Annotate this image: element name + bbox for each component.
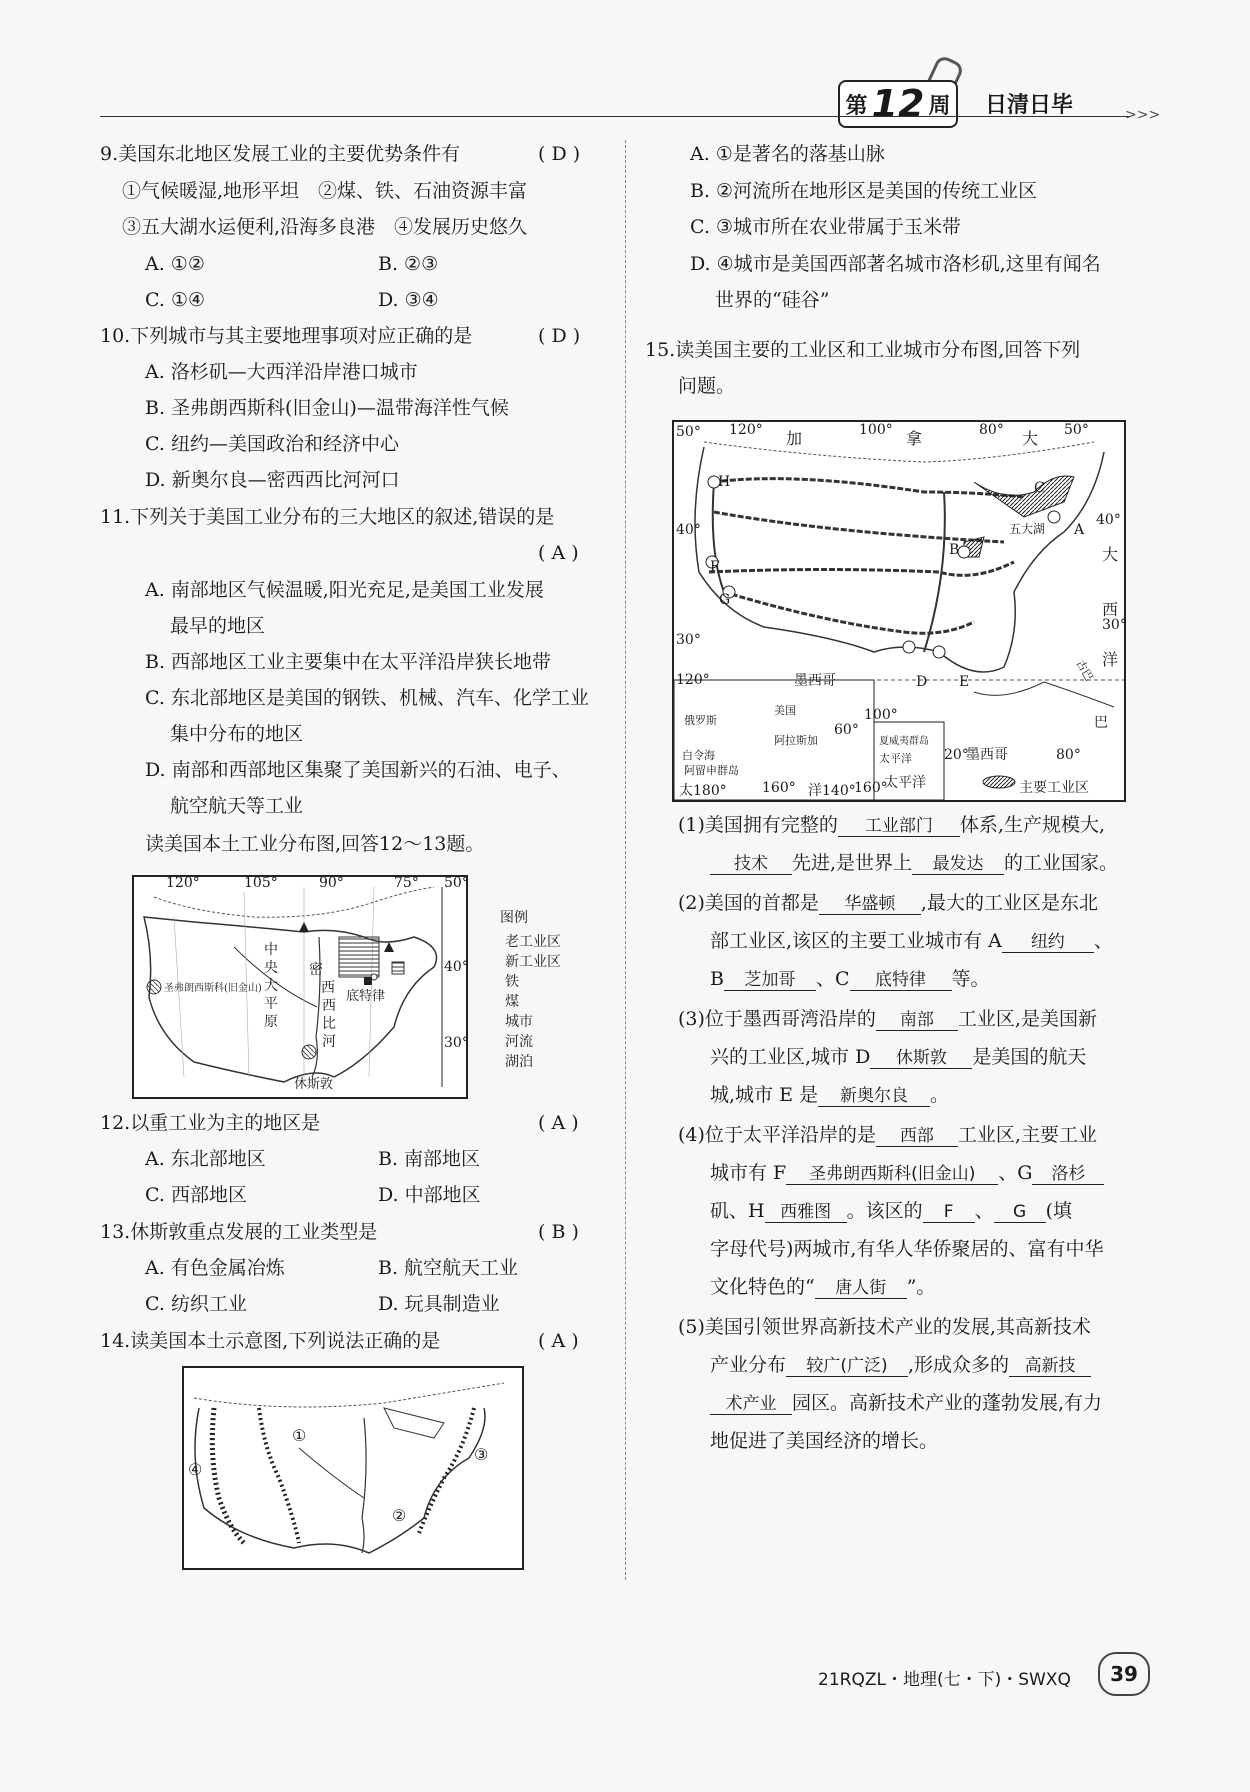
- us-terrain-map-drawing: [184, 1368, 522, 1568]
- text: 工业区,是美国新: [957, 1008, 1097, 1030]
- answer-blank: 术产业: [710, 1394, 792, 1415]
- map3-top-label: 拿: [906, 429, 923, 448]
- text: 、G: [998, 1162, 1033, 1184]
- text: (1)美国拥有完整的: [678, 814, 838, 836]
- text: 先进,是世界上: [792, 852, 913, 874]
- answer-blank: 技术: [710, 854, 792, 875]
- answer-blank: 南部: [876, 1010, 958, 1031]
- map1-legend-item: 河流: [505, 1034, 533, 1050]
- city-H: H: [718, 474, 731, 490]
- intro-12-13: 读美国本土工业分布图,回答12～13题。: [145, 833, 485, 855]
- column-divider: [625, 140, 626, 1580]
- city-G: G: [719, 592, 731, 608]
- city-C: C: [1034, 480, 1045, 496]
- map1-label: 大: [264, 978, 278, 994]
- q12-option-b: B. 南部地区: [378, 1148, 481, 1170]
- q9-line: ③五大湖水运便利,沿海多良港 ④发展历史悠久: [122, 216, 528, 238]
- map1-city-detroit: 底特律: [346, 989, 386, 1004]
- text: 。: [930, 1084, 950, 1106]
- q15-p2-line1: [678, 892, 1098, 915]
- q14-option: D. ④城市是美国西部著名城市洛杉矶,这里有闻名: [690, 253, 1101, 275]
- q10-option: C. 纽约—美国政治和经济中心: [145, 433, 399, 455]
- q13-option-c: C. 纺织工业: [145, 1293, 247, 1315]
- q12-option-a: A. 东北部地区: [145, 1148, 266, 1170]
- text: 的工业国家。: [1004, 852, 1119, 874]
- q15-p5-line1: (5)美国引领世界高新技术产业的发展,其高新技术: [678, 1316, 1091, 1338]
- q11-line: 集中分布的地区: [170, 723, 304, 745]
- map1-label: 原: [264, 1014, 278, 1030]
- map1-legend-item: 新工业区: [505, 954, 561, 970]
- answer-blank: 洛杉: [1032, 1164, 1104, 1185]
- q15-p5-line2: [710, 1354, 1091, 1377]
- map1-lon: 120°: [166, 875, 200, 891]
- q13-option-a: A. 有色金属冶炼: [145, 1257, 285, 1279]
- text: 城市有 F: [710, 1162, 787, 1184]
- us-industrial-regions-map: [672, 420, 1126, 802]
- map3-top-label: 大: [1022, 429, 1039, 448]
- inset-label: 阿留申群岛: [684, 764, 739, 777]
- text: 等。: [951, 968, 990, 990]
- q15-p3-line1: [678, 1008, 1097, 1031]
- map3-bottom-label: 160°: [854, 780, 888, 796]
- map3-bottom-label: 洋140°: [808, 783, 856, 799]
- answer-blank: 工业部门: [838, 816, 960, 837]
- text: 产业分布: [710, 1354, 787, 1376]
- map1-city-sf: 圣弗朗西斯科(旧金山): [164, 983, 262, 994]
- text: 园区。高新技术产业的蓬勃发展,有力: [792, 1392, 1103, 1414]
- text: 兴的工业区,城市 D: [710, 1046, 871, 1068]
- text: 。该区的: [846, 1200, 923, 1222]
- answer-blank: G: [994, 1202, 1046, 1223]
- q15-p3-line2: [710, 1046, 1086, 1069]
- footer-code: 21RQZL・地理(七・下)・SWXQ: [818, 1670, 1071, 1690]
- map3-top-label: 加: [786, 429, 803, 448]
- text: (2)美国的首都是: [678, 892, 819, 914]
- q12-stem: 12.以重工业为主的地区是: [100, 1112, 321, 1134]
- q15-p2-line2: [710, 930, 1113, 953]
- map3-label: 西: [1102, 600, 1119, 619]
- q9-option-b: B. ②③: [378, 253, 439, 275]
- text: (3)位于墨西哥湾沿岸的: [678, 1008, 876, 1030]
- inset-label: 阿拉斯加: [774, 734, 818, 747]
- q9-option-d: D. ③④: [378, 289, 439, 311]
- q15-p3-line3: [710, 1084, 949, 1107]
- us-terrain-map: [182, 1366, 524, 1570]
- q11-line: C. 东北部地区是美国的钢铁、机械、汽车、化学工业: [145, 687, 589, 709]
- week-number: 12: [871, 82, 925, 126]
- marker-3: ③: [474, 1445, 489, 1464]
- marker-4: ④: [188, 1460, 203, 1479]
- q9-stem: 9.美国东北地区发展工业的主要优势条件有: [100, 143, 461, 165]
- q14-option: B. ②河流所在地形区是美国的传统工业区: [690, 180, 1038, 202]
- map3-label: 五大湖: [1009, 522, 1046, 536]
- map1-lat: 40°: [444, 959, 469, 975]
- map3-label: 洋: [1102, 650, 1119, 669]
- answer-blank: 芝加哥: [724, 970, 816, 991]
- map1-label: 河: [322, 1034, 336, 1050]
- map1-lon: 105°: [244, 875, 278, 891]
- answer-blank: F: [923, 1202, 975, 1223]
- map1-lon: 50°: [444, 875, 469, 891]
- q15-p4-line3: [710, 1200, 1072, 1223]
- q9-answer: ( D ): [538, 143, 581, 165]
- answer-blank: 纽约: [1002, 932, 1094, 953]
- q14-option: A. ①是著名的落基山脉: [690, 143, 885, 165]
- map3-lat: 30°: [1102, 617, 1127, 633]
- map3-top-label: 120°: [729, 422, 763, 438]
- map3-top-label: 50°: [676, 424, 701, 440]
- map1-label: 中: [264, 942, 278, 958]
- answer-blank: 华盛顿: [819, 894, 921, 915]
- map3-bottom-label: 60°: [834, 722, 859, 738]
- q15-p4-line1: [678, 1124, 1097, 1147]
- q11-line: A. 南部地区气候温暖,阳光充足,是美国工业发展: [145, 579, 544, 601]
- text: B: [710, 968, 724, 990]
- map3-label: 太平洋: [884, 775, 926, 791]
- marker-2: ②: [392, 1506, 407, 1525]
- map1-city-houston: 休斯敦: [294, 1077, 334, 1092]
- answer-blank: 最发达: [912, 854, 1004, 875]
- answer-blank: 休斯敦: [870, 1048, 972, 1069]
- map3-legend: 主要工业区: [1019, 780, 1089, 796]
- inset-label: 美国: [774, 704, 796, 717]
- map1-label: 西: [321, 980, 335, 996]
- inset-label: 夏威夷群岛: [879, 736, 929, 747]
- marker-1: ①: [292, 1426, 307, 1445]
- q9-option-a: A. ①②: [145, 253, 205, 275]
- map1-label: 平: [264, 996, 278, 1012]
- text: 工业区,主要工业: [957, 1124, 1097, 1146]
- q13-stem: 13.休斯敦重点发展的工业类型是: [100, 1221, 378, 1243]
- inset-label: 白令海: [682, 749, 715, 762]
- answer-blank: 唐人街: [815, 1278, 907, 1299]
- map1-legend-title: 图例: [500, 910, 528, 926]
- map3-lat: 40°: [1096, 512, 1121, 528]
- city-D: D: [916, 674, 928, 690]
- week-prefix: 第: [845, 93, 868, 119]
- map3-label: 墨西哥: [966, 747, 1008, 763]
- map3-lat: 30°: [676, 632, 701, 648]
- q11-line: 航空航天等工业: [170, 795, 304, 817]
- map3-top-label: 50°: [1064, 422, 1089, 438]
- q10-option: D. 新奥尔良—密西西比河河口: [145, 469, 400, 491]
- q15-stem-cont: 问题。: [678, 375, 736, 397]
- text: 、H: [729, 1200, 765, 1222]
- week-badge: [838, 80, 958, 128]
- q12-option-c: C. 西部地区: [145, 1184, 247, 1206]
- map3-bottom-label: 120°: [676, 672, 710, 688]
- answer-blank: 底特律: [850, 970, 952, 991]
- q13-option-b: B. 航空航天工业: [378, 1257, 519, 1279]
- q10-stem: 10.下列城市与其主要地理事项对应正确的是: [100, 325, 473, 347]
- q15-p4-line2: [710, 1162, 1104, 1185]
- text: ,形成众多的: [908, 1354, 1010, 1376]
- map1-legend-item: 城市: [505, 1014, 533, 1030]
- q15-p2-line3: [710, 968, 990, 991]
- header-arrows: >>>: [1125, 107, 1161, 123]
- map3-bottom-label: 太180°: [679, 783, 727, 799]
- daily-title: 日清日毕: [985, 93, 1074, 118]
- answer-blank: 较广(广泛): [786, 1356, 908, 1377]
- map3-lat: 40°: [676, 522, 701, 538]
- q15-p1-line2: [710, 852, 1118, 875]
- text: 、C: [815, 968, 850, 990]
- q14-option: 世界的“硅谷”: [715, 289, 830, 311]
- answer-blank: 西部: [876, 1126, 958, 1147]
- map3-label: 古巴: [1073, 657, 1096, 684]
- us-industry-map: [132, 875, 468, 1099]
- q10-option: B. 圣弗朗西斯科(旧金山)—温带海洋性气候: [145, 397, 509, 419]
- text: 体系,生产规模大,: [959, 814, 1106, 836]
- map1-label: 央: [264, 960, 278, 976]
- q9-line: ①气候暖湿,地形平坦 ②煤、铁、石油资源丰富: [122, 180, 528, 202]
- city-A: A: [1074, 522, 1085, 538]
- q15-p4-line5: [710, 1276, 935, 1299]
- map1-lat: 30°: [444, 1035, 469, 1051]
- map3-label: 墨西哥: [794, 673, 836, 689]
- q9-option-c: C. ①④: [145, 289, 206, 311]
- q14-stem: 14.读美国本土示意图,下列说法正确的是: [100, 1330, 441, 1352]
- map1-legend-item: 煤: [505, 994, 519, 1010]
- q15-p5-line4: 地促进了美国经济的增长。: [710, 1430, 939, 1452]
- map3-label: 巴: [1094, 715, 1108, 731]
- map3-bottom-label: 80°: [1056, 747, 1081, 763]
- q11-line: D. 南部和西部地区集聚了美国新兴的石油、电子、: [145, 759, 571, 781]
- q15-p1-line1: [678, 814, 1105, 837]
- q13-option-d: D. 玩具制造业: [378, 1293, 500, 1315]
- text: ”。: [906, 1276, 936, 1298]
- page-number: 39: [1098, 1652, 1150, 1696]
- map3-bottom-label: 20°: [944, 747, 969, 763]
- q15-p4-line4: 字母代号)两城市,有华人华侨聚居的、富有中华: [710, 1238, 1104, 1260]
- q11-stem: 11.下列关于美国工业分布的三大地区的叙述,错误的是: [100, 506, 555, 528]
- q15-stem: 15.读美国主要的工业区和工业城市分布图,回答下列: [645, 339, 1081, 361]
- q12-option-d: D. 中部地区: [378, 1184, 481, 1206]
- map1-label: 西: [322, 998, 336, 1014]
- map1-legend-item: 铁: [505, 974, 519, 990]
- q10-answer: ( D ): [538, 325, 581, 347]
- text: 部工业区,该区的主要工业城市有 A: [710, 930, 1002, 952]
- answer-blank: 高新技: [1009, 1356, 1091, 1377]
- map3-top-label: 80°: [979, 422, 1004, 438]
- city-F: F: [710, 559, 720, 575]
- header-divider: [100, 116, 1130, 117]
- map3-bottom-label: 160°: [762, 780, 796, 796]
- q13-answer: ( B ): [538, 1221, 579, 1243]
- q15-p5-line3: [710, 1392, 1102, 1415]
- inset-label: 俄罗斯: [684, 714, 717, 727]
- text: 、: [1093, 930, 1113, 952]
- text: 文化特色的“: [710, 1276, 815, 1298]
- text: 是美国的航天: [972, 1046, 1087, 1068]
- map1-legend-item: 湖泊: [505, 1054, 533, 1070]
- map3-label: 大: [1102, 545, 1119, 564]
- text: (填: [1045, 1200, 1073, 1222]
- answer-blank: 圣弗朗西斯科(旧金山): [786, 1164, 998, 1185]
- q11-line: 最早的地区: [170, 615, 266, 637]
- q11-answer: ( A ): [538, 542, 579, 564]
- week-suffix: 周: [928, 93, 951, 119]
- map1-label: 密: [309, 962, 323, 978]
- map1-label: 比: [322, 1016, 336, 1032]
- q14-answer: ( A ): [538, 1330, 579, 1352]
- text: 、: [974, 1200, 994, 1222]
- map3-bottom-label: 100°: [864, 707, 898, 723]
- text: 矶: [710, 1200, 730, 1222]
- q12-answer: ( A ): [538, 1112, 579, 1134]
- answer-blank: 西雅图: [765, 1202, 847, 1223]
- text: 城,城市 E 是: [710, 1084, 818, 1106]
- text: (4)位于太平洋沿岸的是: [678, 1124, 876, 1146]
- map1-legend-item: 老工业区: [505, 934, 561, 950]
- city-E: E: [959, 674, 970, 690]
- map1-lon: 75°: [394, 875, 419, 891]
- answer-blank: 新奥尔良: [818, 1086, 930, 1107]
- map3-top-label: 100°: [859, 422, 893, 438]
- q14-option: C. ③城市所在农业带属于玉米带: [690, 216, 961, 238]
- text: ,最大的工业区是东北: [920, 892, 1098, 914]
- inset-label: 太平洋: [879, 752, 912, 765]
- map1-lon: 90°: [319, 875, 344, 891]
- q10-option: A. 洛杉矶—大西洋沿岸港口城市: [145, 361, 418, 383]
- q11-line: B. 西部地区工业主要集中在太平洋沿岸狭长地带: [145, 651, 552, 673]
- city-B: B: [949, 542, 960, 558]
